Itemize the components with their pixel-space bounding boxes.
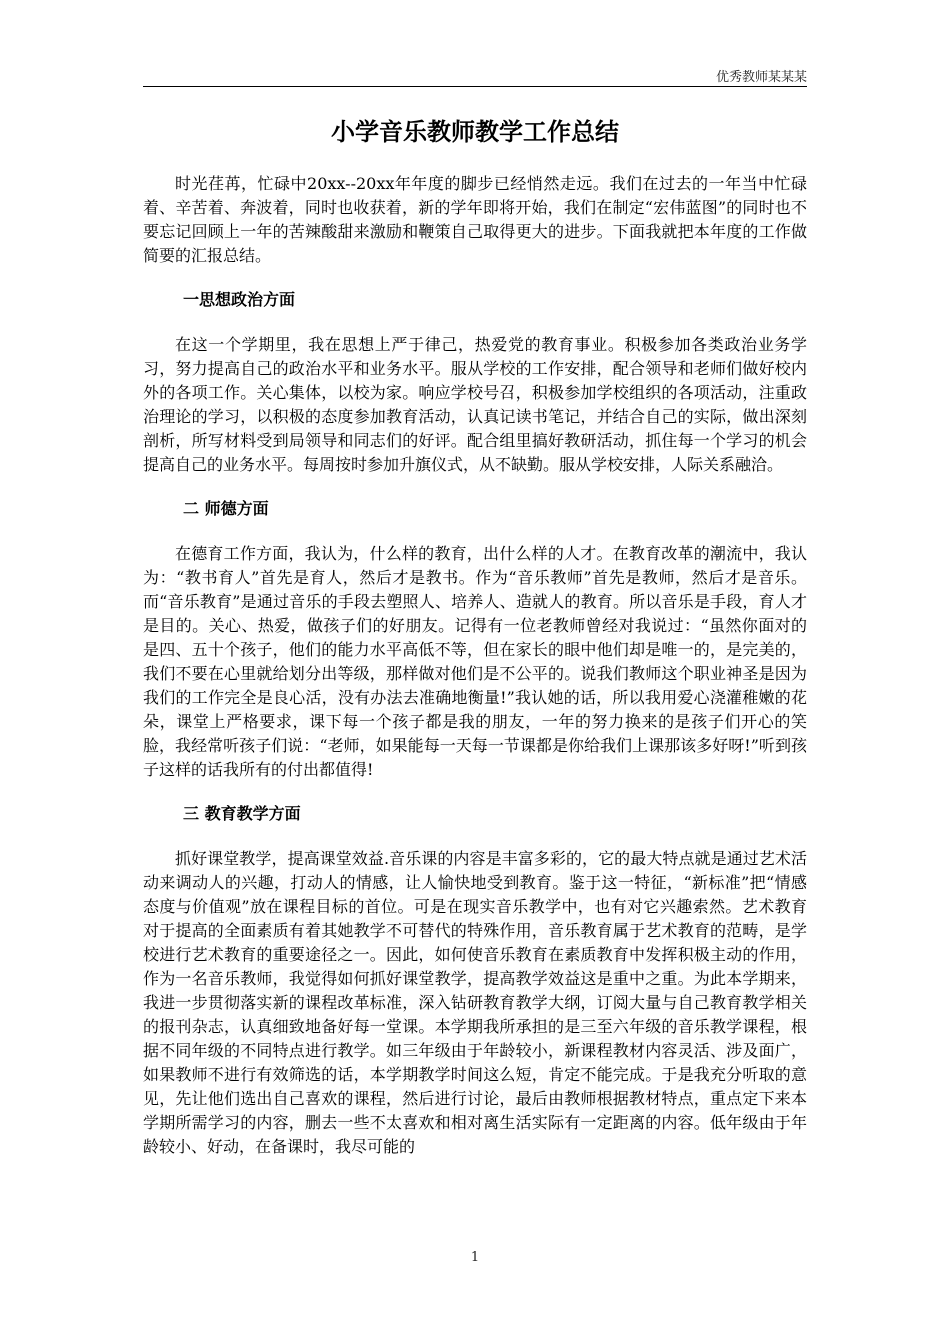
page-number: 1 (470, 1250, 480, 1265)
section-heading-politics: 一思想政治方面 (183, 290, 296, 309)
document-title: 小学音乐教师教学工作总结 (331, 117, 619, 146)
page-header: 优秀教师某某某 (715, 70, 807, 85)
section-body-teaching: 抓好课堂教学，提高课堂效益.音乐课的内容是丰富多彩的，它的最大特点就是通过艺术活动来调动人的兴趣，打动人的情感，让人愉快地受到教育。鉴于这一特征，“新标准”把“情感态度与价值观”放在课程目标的首位。可是在现实音乐教学中，也有对它兴趣索然。艺术教育对于提高的全面素质有着其她教学不可替代的特殊作用，音乐教育属于艺术教育的范畴，是学校进行艺术教育的重要途径之一。因此，如何使音乐教育在素质教育中发挥积极主动的作用，作为一名音乐教师，我觉得如何抓好课堂教学，提高教学效益这是重中之重。为此本学期来，我进一步贯彻落实新的课程改革标准，深入钻研教育教学大纲，订阅大量与自己教育教学相关的报刊杂志，认真细致地备好每一堂课。本学期我所承担的是三至六年级的音乐教学课程，根据不同年级的不同特点进行教学。如三年级由于年龄较小，新课程教材内容灵活、涉及面广，如果教师不进行有效筛选的话，本学期教学时间这么短，肯定不能完成。于是我充分听取的意见，先让他们选出自己喜欢的课程，然后进行讨论，最后由教师根据教材特点，重点定下来本学期所需学习的内容，删去一些不太喜欢和相对离生活实际有一定距离的内容。低年级由于年龄较小、好动，在备课时，我尽可能的 (143, 849, 807, 1156)
section-heading-ethics: 二 师德方面 (183, 499, 269, 518)
section-body-politics: 在这一个学期里，我在思想上严于律己，热爱党的教育事业。积极参加各类政治业务学习，努力提高自己的政治水平和业务水平。服从学校的工作安排，配合领导和老师们做好校内外的各项工作。关心集体，以校为家。响应学校号召，积极参加学校组织的各项活动，注重政治理论的学习，以积极的态度参加教育活动，认真记读书笔记，并结合自己的实际，做出深刻剖析，所写材料受到局领导和同志们的好评。配合组里搞好教研活动，抓住每一个学习的机会提高自己的业务水平。每周按时参加升旗仪式，从不缺勤。服从学校安排，人际关系融洽。 (143, 335, 807, 474)
document-body (143, 114, 807, 1159)
section-body-ethics: 在德育工作方面，我认为，什么样的教育，出什么样的人才。在教育改革的潮流中，我认为：“教书育人”首先是育人，然后才是教书。作为“音乐教师”首先是教师，然后才是音乐。而“音乐教育”是通过音乐的手段去塑照人、培养人、造就人的教育。所以音乐是手段，育人才是目的。关心、热爱，做孩子们的好朋友。记得有一位老教师曾经对我说过：“虽然你面对的是四、五十个孩子，他们的能力水平高低不等，但在家长的眼中他们却是唯一的，是完美的，我们不要在心里就给划分出等级，那样做对他们是不公平的。说我们教师这个职业神圣是因为我们的工作完全是良心活，没有办法去准确地衡量!”我认她的话，所以我用爱心浇灌稚嫩的花朵，课堂上严格要求，课下每一个孩子都是我的朋友，一年的努力换来的是孩子们开心的笑脸，我经常听孩子们说：“老师，如果能每一天每一节课都是你给我们上课那该多好呀!”听到孩子这样的话我所有的付出都值得! (143, 544, 807, 779)
section-heading-teaching: 三 教育教学方面 (183, 804, 301, 823)
intro-paragraph: 时光荏苒，忙碌中20xx--20xx年年度的脚步已经悄然走远。我们在过去的一年当中忙碌着、辛苦着、奔波着，同时也收获着，新的学年即将开始，我们在制定“宏伟蓝图”的同时也不要忘记回顾上一年的苦辣酸甜来激励和鞭策自己取得更大的进步。下面我就把本年度的工作做简要的汇报总结。 (143, 174, 807, 265)
header-rule (143, 86, 807, 87)
